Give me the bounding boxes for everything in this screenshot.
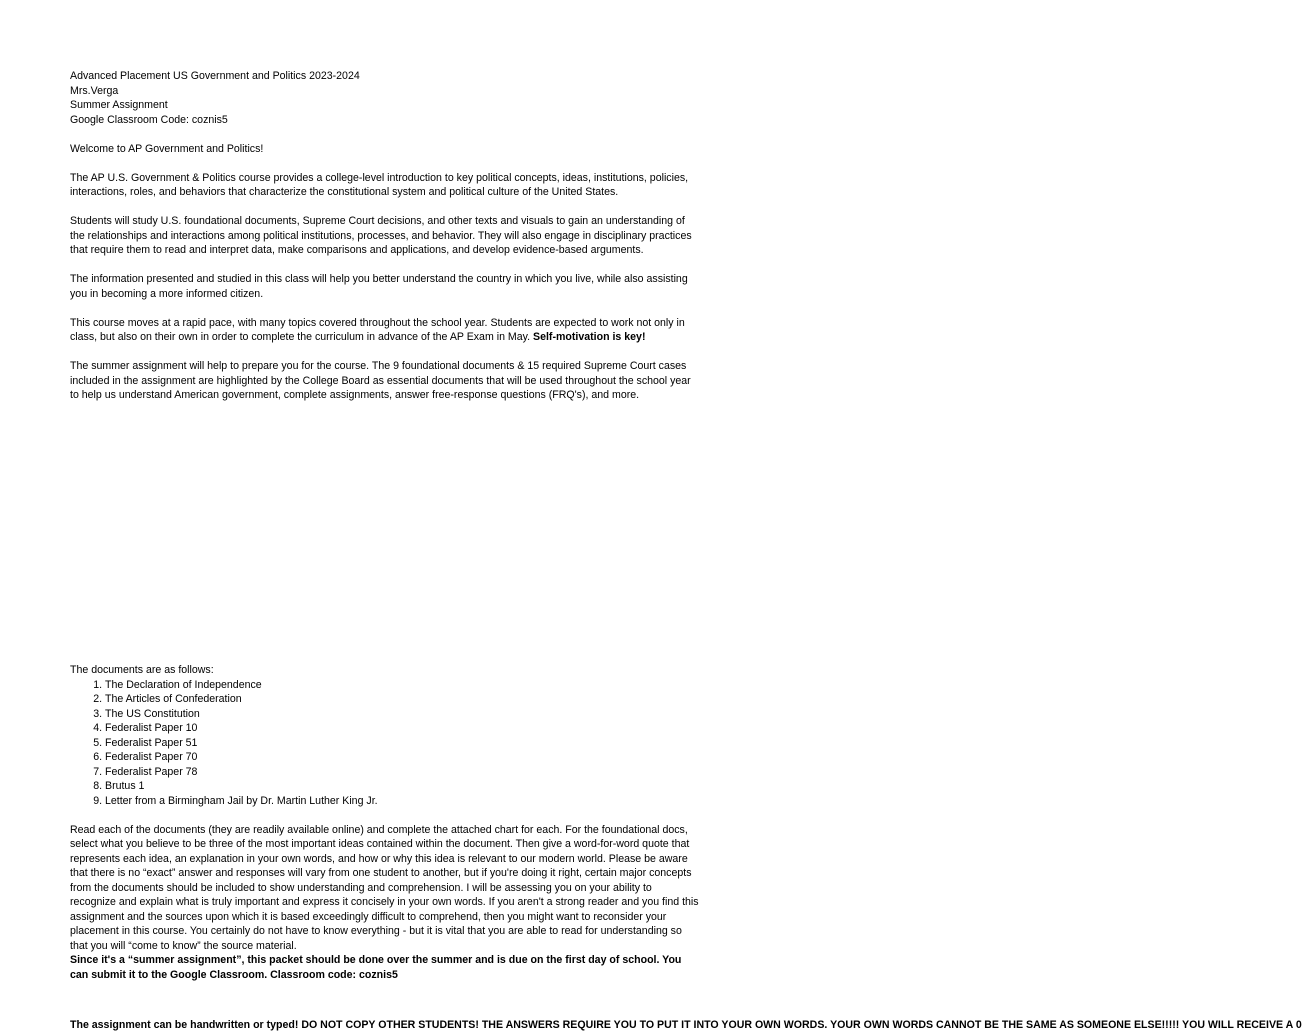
list-item: 6. Federalist Paper 70 <box>105 750 700 765</box>
intro-paragraph-5: The summer assignment will help to prepare you for the course. The 9 foundational documents & 15 required Supreme Court cases included in the assignment are highlighted by the College Board as essential documents that will be used throughout the school year to help us understand American government, complete assignments, answer free-response questions (FRQ's), and more. <box>70 360 691 401</box>
documents-list <box>70 678 700 809</box>
list-item: 5. Federalist Paper 51 <box>105 736 700 751</box>
copying-warning: The assignment can be handwritten or typed! DO NOT COPY OTHER STUDENTS! THE ANSWERS REQUIRE YOU TO PUT IT INTO YOUR OWN WORDS. YOUR OWN WORDS CANNOT BE THE SAME AS SOMEONE ELSE!!!!! YOU WILL RECEIVE A 0 <box>70 1019 1302 1031</box>
due-date-note: Since it's a “summer assignment”, this packet should be done over the summer and is due on the first day of school. You can submit it to the Google Classroom. Classroom code: coznis5 <box>70 954 682 981</box>
self-motivation-note: Self-motivation is key! <box>533 331 646 343</box>
documents-lead: The documents are as follows: <box>70 664 214 676</box>
list-item: 7. Federalist Paper 78 <box>105 765 700 780</box>
intro-paragraph-4-text: This course moves at a rapid pace, with many topics covered throughout the school year. Students are expected to work not only in class, but also on their own in order to complete the curriculum in advance of the AP Exam in May. <box>70 316 685 343</box>
document-header <box>70 69 700 127</box>
welcome-line: Welcome to AP Government and Politics! <box>70 142 264 155</box>
classroom-code: Google Classroom Code: coznis5 <box>70 113 228 126</box>
page-top <box>70 69 700 417</box>
intro-paragraph-3: The information presented and studied in this class will help you better understand the country in which you live, while also assisting you in becoming a more informed citizen. <box>70 273 688 300</box>
list-item: 9. Letter from a Birmingham Jail by Dr. Martin Luther King Jr. <box>105 794 700 809</box>
list-item: 4. Federalist Paper 10 <box>105 721 700 736</box>
list-item: 1. The Declaration of Independence <box>105 678 700 693</box>
list-item: 3. The US Constitution <box>105 707 700 722</box>
intro-paragraph-1: The AP U.S. Government & Politics course provides a college-level introduction to key political concepts, ideas, institutions, policies, interactions, roles, and behaviors that characterize the constitutional system and political culture of the United States. <box>70 171 689 198</box>
instructions-paragraph: Read each of the documents (they are readily available online) and complete the attached chart for each. For the foundational docs, select what you believe to be three of the most important ideas contained within the document. Then give a word-for-word quote that represents each idea, an explanation in your own words, and how or why this idea is relevant to our modern world. Please be aware that there is no “exact” answer and responses will vary from one student to another, but if you're doing it right, certain major concepts from the documents should be included to show understanding and comprehension. I will be assessing you on your ability to recognize and explain what is truly important and express it concisely in your own words. If you aren't a strong reader and you find this assignment and the sources upon which it is based exceedingly difficult to comprehend, then you might want to reconsider your placement in this course. You certainly do not have to know everything - but it is vital that you are able to read for understanding so that you will “come to know” the source material. <box>70 823 699 952</box>
intro-paragraph-4 <box>70 316 700 345</box>
list-item: 8. Brutus 1 <box>105 779 700 794</box>
documents-section <box>70 663 700 997</box>
course-title: Advanced Placement US Government and Politics 2023-2024 <box>70 70 360 82</box>
list-item: 2. The Articles of Confederation <box>105 692 700 707</box>
intro-paragraph-2: Students will study U.S. foundational documents, Supreme Court decisions, and other texts and visuals to gain an understanding of the relationships and interactions among political institutions, processes, and behavior. They will also engage in disciplinary practices that require them to read and interpret data, make comparisons and applications, and develop evidence-based arguments. <box>70 215 692 256</box>
assignment-title: Summer Assignment <box>70 99 168 111</box>
teacher-name: Mrs.Verga <box>70 84 119 97</box>
